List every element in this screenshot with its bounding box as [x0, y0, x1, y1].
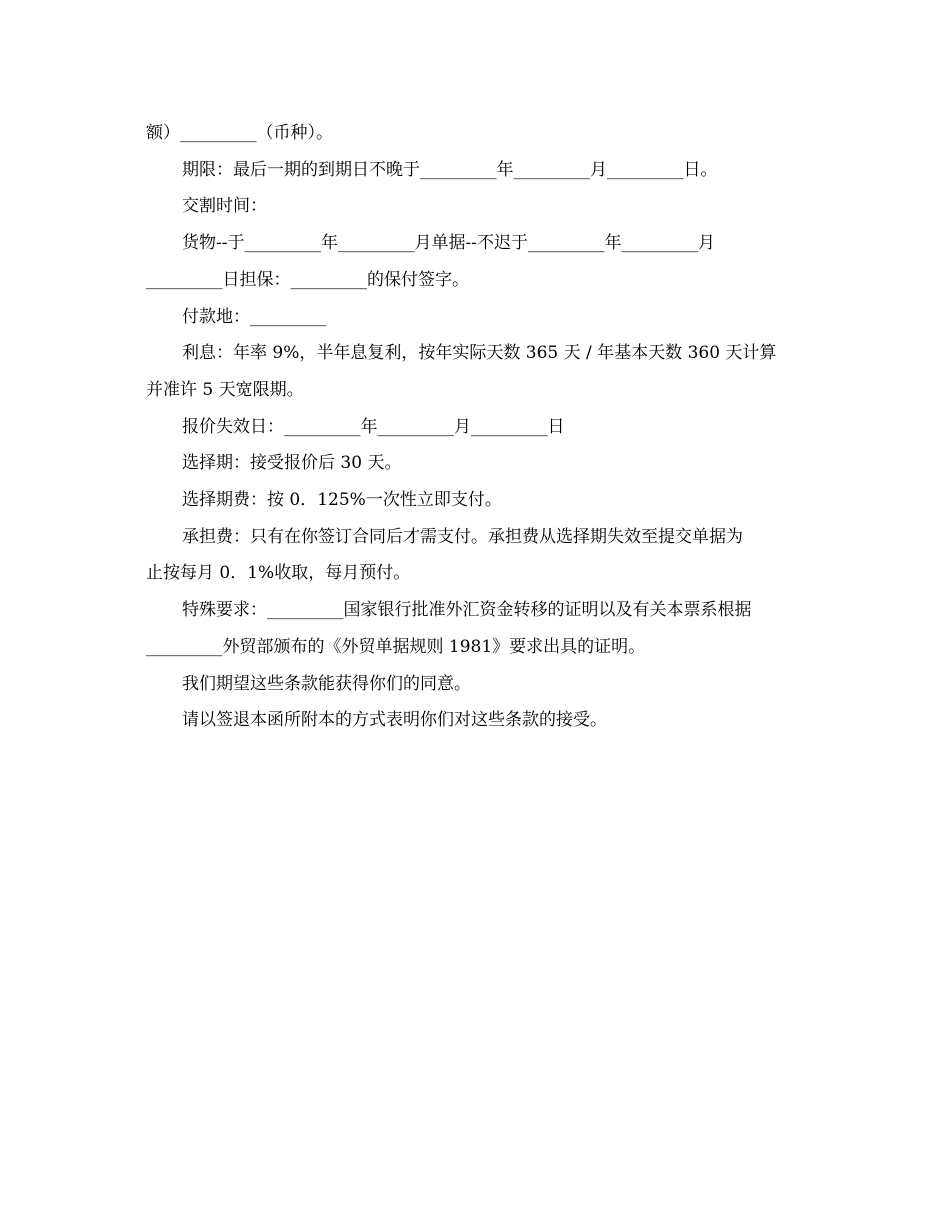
option-period-paragraph: 选择期：接受报价后 30 天。	[182, 453, 402, 474]
special-requirements-paragraph-cont: _________外贸部颁布的《外贸单据规则 1981》要求出具的证明。	[146, 636, 646, 657]
agreement-hope-paragraph: 我们期望这些条款能获得你们的同意。	[182, 673, 471, 694]
interest-paragraph-cont: 并准许 5 天宽限期。	[146, 379, 304, 400]
commitment-fee-paragraph-cont: 止按每月 0．1%收取，每月预付。	[146, 563, 411, 584]
payment-place-paragraph: 付款地：_________	[182, 306, 327, 327]
goods-documents-paragraph: 货物--于_________年_________月单据--不迟于_________年_________月	[182, 233, 715, 254]
delivery-time-heading: 交割时间：	[182, 196, 267, 217]
goods-documents-paragraph-cont: _________日担保：_________的保付签字。	[146, 269, 469, 290]
quote-expiry-paragraph: 报价失效日：_________年_________月_________日	[182, 416, 565, 437]
commitment-fee-paragraph: 承担费：只有在你签订合同后才需支付。承担费从选择期失效至提交单据为	[182, 526, 743, 547]
interest-paragraph: 利息：年率 9%，半年息复利，按年实际天数 365 天 / 年基本天数 360 天计算	[182, 343, 777, 364]
amount-currency-line: 额）_________（币种）。	[146, 123, 333, 143]
acceptance-request-paragraph: 请以签退本函所附本的方式表明你们对这些条款的接受。	[182, 710, 607, 731]
option-fee-paragraph: 选择期费：按 0．125%一次性立即支付。	[182, 490, 502, 511]
special-requirements-paragraph: 特殊要求：_________国家银行批准外汇资金转移的证明以及有关本票系根据	[182, 600, 752, 621]
document-body	[146, 115, 810, 739]
term-paragraph: 期限：最后一期的到期日不晚于_________年_________月_________日。	[182, 159, 718, 180]
